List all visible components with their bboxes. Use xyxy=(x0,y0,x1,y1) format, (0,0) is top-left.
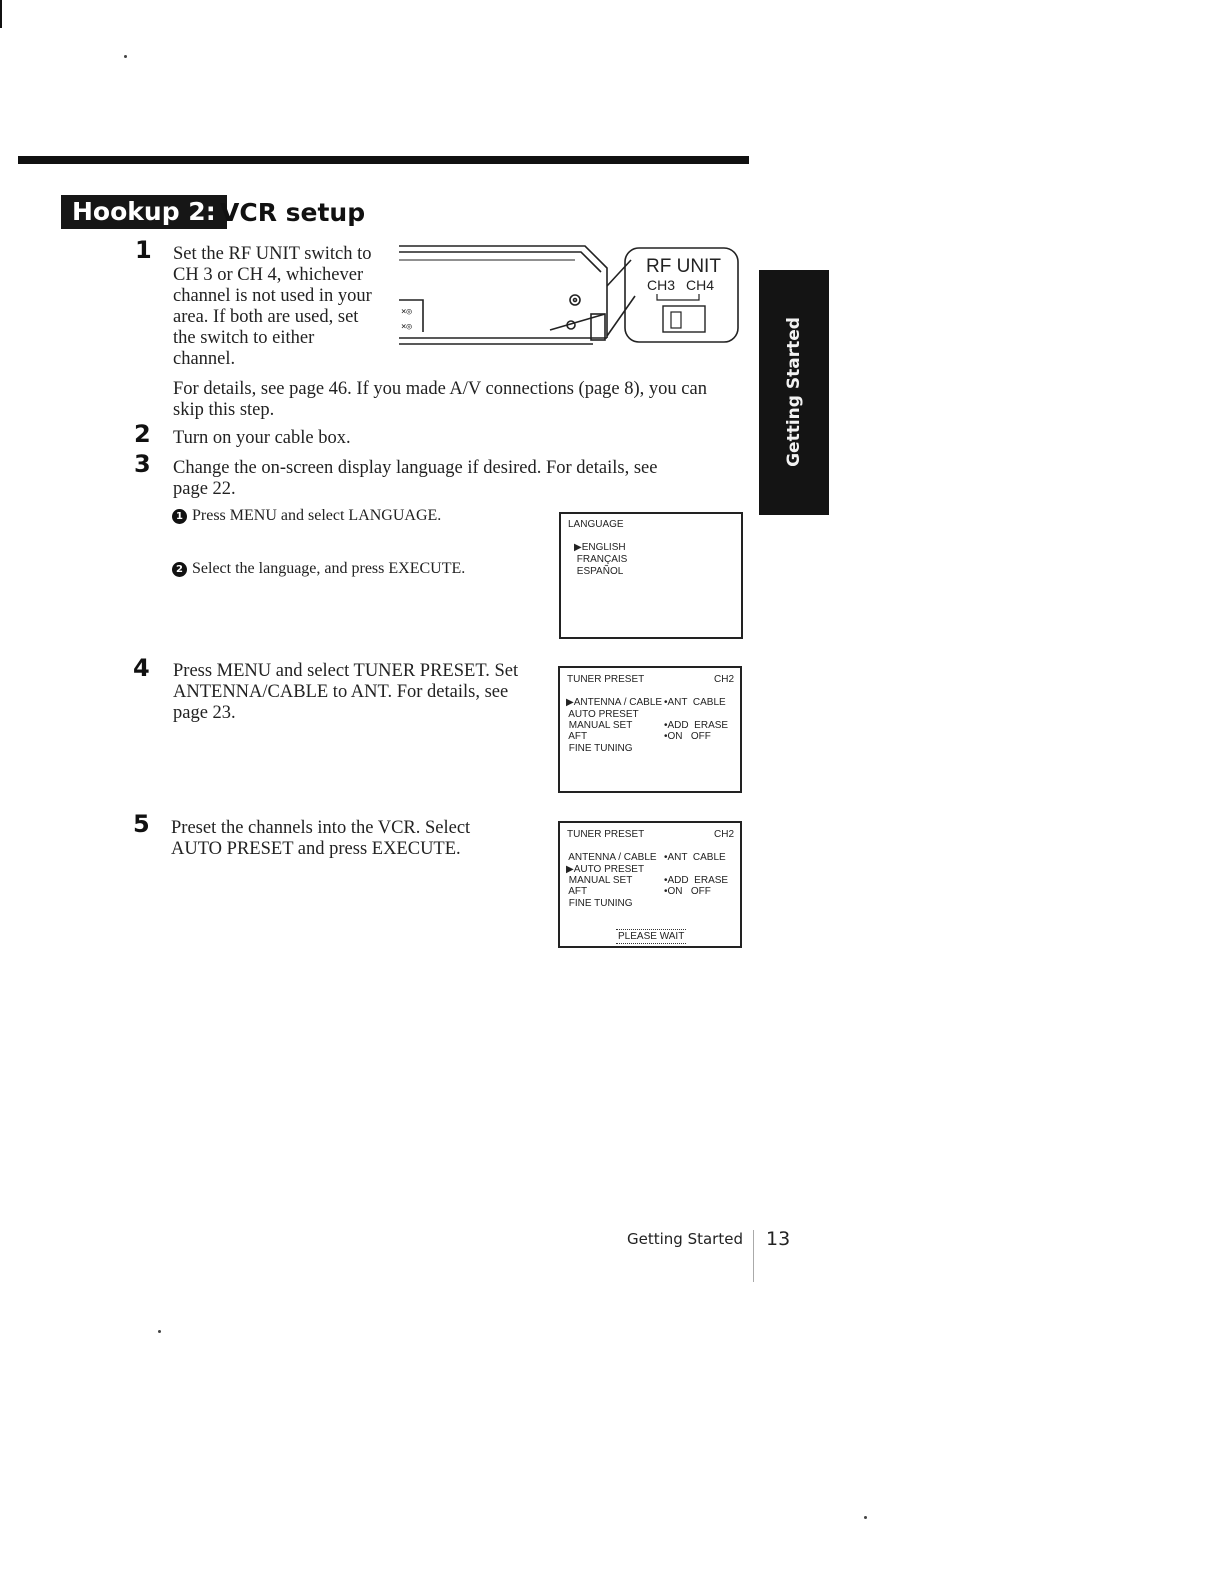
section-tag: Hookup 2: xyxy=(61,195,227,229)
step-2-number: 2 xyxy=(134,420,151,448)
section-rule xyxy=(18,156,749,164)
step-1-line: area. If both are used, set xyxy=(173,307,359,327)
step-5-line: AUTO PRESET and press EXECUTE. xyxy=(171,839,461,859)
step-1-details xyxy=(173,379,707,421)
menu-row-label: FINE TUNING xyxy=(566,898,633,909)
tuner-preset-screen xyxy=(558,821,742,948)
sub-step-text: Press MENU and select LANGUAGE. xyxy=(192,507,442,524)
step-5-line: Preset the channels into the VCR. Select xyxy=(171,818,471,838)
step-1-line: CH 3 or CH 4, whichever xyxy=(173,265,364,285)
language-menu-screen xyxy=(559,512,743,639)
rf-ch3-label: CH3 xyxy=(647,277,676,293)
side-tab xyxy=(759,270,829,515)
menu-row-value: •ANT CABLE xyxy=(664,697,726,708)
please-wait-status: PLEASE WAIT xyxy=(618,931,685,942)
connector-mark-icon: ×◎ xyxy=(401,322,412,332)
step-1-text xyxy=(173,244,372,370)
menu-row-label: MANUAL SET xyxy=(566,720,633,731)
language-option: ▶ENGLISH xyxy=(574,542,626,553)
language-option: FRANÇAIS xyxy=(574,554,628,565)
step-1-number: 1 xyxy=(135,236,152,264)
screen-title: LANGUAGE xyxy=(568,519,624,530)
language-option: ESPAÑOL xyxy=(574,566,624,577)
step-1-line: channel is not used in your xyxy=(173,286,372,306)
step-3-sub-1 xyxy=(172,506,441,526)
menu-row-label: ANTENNA / CABLE xyxy=(566,852,657,863)
screen-title: TUNER PRESET xyxy=(567,829,645,840)
page-number: 13 xyxy=(766,1228,791,1250)
page-edge-mark xyxy=(0,0,2,28)
step-3-sub-2 xyxy=(172,559,465,579)
step-5-text xyxy=(171,818,470,860)
footer-divider xyxy=(753,1230,754,1282)
details-line: For details, see page 46. If you made A/V connections (page 8), you can xyxy=(173,379,707,399)
step-3-line: Change the on-screen display language if desired. For details, see xyxy=(173,458,658,478)
rf-unit-label: RF UNIT xyxy=(646,256,721,277)
step-3-text xyxy=(173,458,657,500)
step-4-number: 4 xyxy=(133,654,150,682)
step-1-line: Set the RF UNIT switch to xyxy=(173,244,372,264)
sub-step-text: Select the language, and press EXECUTE. xyxy=(192,560,466,577)
menu-row-label: FINE TUNING xyxy=(566,743,633,754)
channel-indicator: CH2 xyxy=(714,674,735,685)
menu-row-label: AFT xyxy=(566,886,588,897)
page-title: VCR setup xyxy=(220,198,366,227)
step-3-line: page 22. xyxy=(173,479,236,499)
sub-step-marker-icon: 2 xyxy=(172,562,187,577)
menu-row-value: •ADD ERASE xyxy=(664,875,729,886)
menu-row-value: •ON OFF xyxy=(664,886,711,897)
step-4-line: ANTENNA/CABLE to ANT. For details, see xyxy=(173,682,509,702)
step-5-number: 5 xyxy=(133,810,150,838)
connector-mark-icon: ×◎ xyxy=(401,307,412,317)
screen-title: TUNER PRESET xyxy=(567,674,645,685)
step-3-number: 3 xyxy=(134,450,151,478)
sub-step-marker-icon: 1 xyxy=(172,509,187,524)
menu-row-label: AUTO PRESET xyxy=(566,709,639,720)
rf-ch4-label: CH4 xyxy=(686,277,715,293)
step-2-text: Turn on your cable box. xyxy=(173,428,351,448)
menu-row-label: AFT xyxy=(566,731,588,742)
menu-row-label: ▶ANTENNA / CABLE xyxy=(566,697,663,708)
step-4-line: page 23. xyxy=(173,703,236,723)
menu-row-label: ▶AUTO PRESET xyxy=(566,864,645,875)
menu-row-value: •ADD ERASE xyxy=(664,720,729,731)
tuner-preset-screen xyxy=(558,666,742,793)
menu-row-label: MANUAL SET xyxy=(566,875,633,886)
details-line: skip this step. xyxy=(173,400,275,420)
channel-indicator: CH2 xyxy=(714,829,735,840)
menu-row-value: •ANT CABLE xyxy=(664,852,726,863)
scan-speck xyxy=(864,1516,867,1519)
step-4-text xyxy=(173,661,518,724)
step-1-line: channel. xyxy=(173,349,236,369)
side-tab-label: Getting Started xyxy=(784,317,804,467)
step-4-line: Press MENU and select TUNER PRESET. Set xyxy=(173,661,519,681)
scan-speck xyxy=(124,55,127,58)
step-1-line: the switch to either xyxy=(173,328,315,348)
footer-section-name: Getting Started xyxy=(627,1230,743,1248)
menu-row-value: •ON OFF xyxy=(664,731,711,742)
scan-speck xyxy=(158,1330,161,1333)
